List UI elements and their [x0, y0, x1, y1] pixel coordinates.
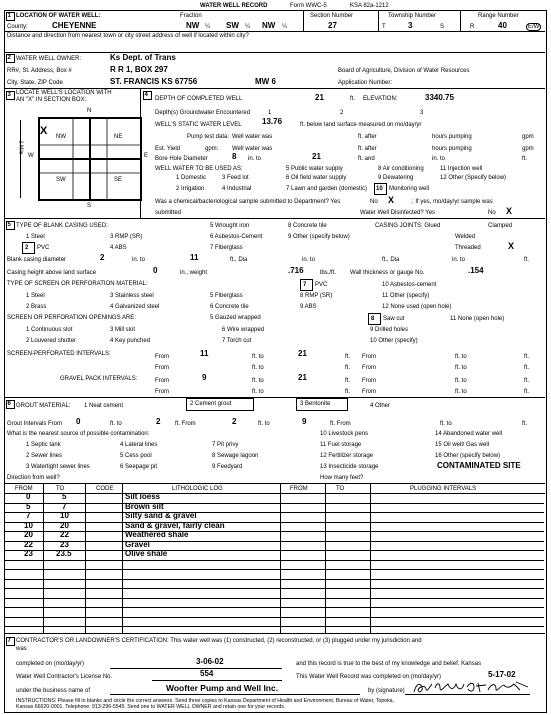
- screen-intervals-label: SCREEN-PERFORATED INTERVALS:: [7, 351, 111, 357]
- openings-label: SCREEN OR PERFORATION OPENINGS ARE:: [7, 315, 136, 321]
- section-5-number: 5: [7, 222, 11, 228]
- log-row-line: [5, 560, 544, 561]
- groundwater-label: Depth(s) Groundwater Encountered: [155, 110, 251, 116]
- log-header-to-2: TO: [336, 486, 345, 492]
- log-row-1-to: 7: [62, 501, 67, 511]
- section-2-number: 2: [7, 55, 11, 61]
- blank-casing-depth: 11: [190, 253, 199, 262]
- log-row-line: [5, 588, 544, 589]
- owner-label: WATER WELL OWNER:: [16, 56, 82, 62]
- log-header-code: CODE: [96, 486, 114, 492]
- log-row-4-desc: Weathered shale: [125, 530, 189, 539]
- section-4-number: 4: [144, 92, 148, 98]
- bore-depth: 21: [312, 152, 321, 161]
- instructions-line-1: INSTRUCTIONS: Please fill in blanks and circle the correct answers. Send three copies to Kansas Department of Health and Environment, Bureau of Water, Topeka,: [16, 698, 395, 704]
- log-row-2-to: 10: [60, 511, 69, 520]
- distance-label: Distance and direction from nearest town or city street address of well if located within city?: [7, 33, 249, 39]
- log-row-2-from: 7: [26, 511, 31, 520]
- disinfected-no-x: X: [506, 206, 513, 216]
- log-row-line: [5, 626, 544, 627]
- gravel-pack-label: GRAVEL PACK INTERVALS:: [60, 376, 138, 382]
- mile-scale: 1 Mile: [17, 140, 24, 155]
- grout-to-2: 9: [302, 417, 307, 426]
- section-7-number: 7: [7, 638, 11, 644]
- township-number: 3: [408, 21, 413, 30]
- log-row-line: [5, 579, 544, 580]
- section-number: 27: [328, 21, 337, 30]
- log-row-6-to: 23.5: [56, 549, 72, 558]
- section-grid: [38, 117, 142, 201]
- completed-date: 3-06-02: [196, 657, 224, 666]
- city-value: ST. FRANCIS KS 67756: [110, 77, 198, 86]
- log-row-0-from: 0: [26, 492, 31, 501]
- log-row-6-from: 23: [24, 549, 33, 558]
- static-level-value: 13.76: [262, 117, 283, 126]
- well-id: MW 6: [255, 77, 276, 86]
- log-row-4-from: 20: [24, 530, 33, 539]
- threaded-x: X: [508, 241, 515, 251]
- log-row-line: [5, 607, 544, 608]
- log-row-0-desc: Silt loess: [125, 492, 161, 501]
- bore-diameter: 8: [232, 152, 237, 161]
- fraction-2: SW: [226, 21, 239, 30]
- range-number: 40: [498, 21, 507, 30]
- contamination-label: What is the nearest source of possible contamination:: [7, 431, 150, 437]
- section-1-number: 1: [7, 13, 11, 19]
- application-label: Application Number:: [338, 80, 393, 86]
- owner-value: Ks Dept. of Trans: [110, 53, 176, 62]
- record-date: 5-17-02: [488, 670, 516, 679]
- blank-casing-diameter: 2: [100, 253, 105, 262]
- log-row-3-to: 20: [60, 520, 69, 530]
- log-row-1-desc: Brown silt: [125, 501, 164, 511]
- contaminated-site: CONTAMINATED SITE: [437, 461, 521, 470]
- log-header-from-2: FROM: [290, 486, 308, 492]
- license-number: 554: [200, 669, 214, 678]
- screen-interval-to: 21: [298, 349, 307, 358]
- log-row-5-to: 23: [60, 539, 69, 549]
- log-row-line: [5, 569, 544, 570]
- log-row-2-desc: Silty sand & gravel: [125, 511, 197, 520]
- county-value: CHEYENNE: [52, 21, 97, 30]
- log-row-0-to: 5: [62, 492, 67, 501]
- log-row-1-from: 5: [26, 501, 31, 511]
- grout-material-label: GROUT MATERIAL:: [16, 403, 71, 409]
- gravel-pack-from: 9: [202, 373, 207, 382]
- pvc-casing-box: [22, 242, 35, 254]
- log-header-to: TO: [56, 486, 65, 492]
- range-label: Range Number: [478, 13, 519, 19]
- casing-height: 0: [153, 266, 158, 275]
- gravel-pack-to: 21: [298, 373, 307, 382]
- grout-from-1: 0: [76, 417, 81, 426]
- section-6-number: 6: [7, 401, 11, 407]
- east-west-circle: E/W: [528, 24, 540, 30]
- disinfected-label: Water Well Disinfected? Yes: [360, 210, 436, 216]
- log-row-line: [5, 550, 544, 551]
- business-name: Woofter Pump and Well Inc.: [166, 683, 279, 693]
- fraction-1: NW: [186, 21, 200, 30]
- pvc-screen-box: [300, 279, 313, 291]
- certification-text: CONTRACTOR'S OR LANDOWNER'S CERTIFICATION: This water well was (1) constructed, (2) reconstructed, or (3) plugged under my jurisdiction and: [16, 638, 422, 644]
- log-row-line: [5, 522, 544, 523]
- fraction-3: NW: [262, 21, 276, 30]
- log-row-line: [5, 531, 544, 532]
- log-row-line: [5, 598, 544, 599]
- board-label: Board of Agriculture, Division of Water Resources: [338, 68, 470, 74]
- casing-label: TYPE OF BLANK CASING USED:: [16, 223, 108, 229]
- log-row-5-from: 22: [24, 539, 33, 549]
- log-header-plugging: PLUGGING INTERVALS: [410, 486, 477, 492]
- screen-material-label: TYPE OF SCREEN OR PERFORATION MATERIAL:: [7, 281, 148, 287]
- fraction-label: Fraction: [180, 13, 202, 19]
- location-x-mark: X: [40, 125, 48, 137]
- well-record-form: WATER WELL RECORD Form WWC-5 KSA 82a-1212 1 LOCATION OF WATER WELL: County: CHEYENNE Fraction NW ¼ SW ¼ NW ¼ Section Number 27 Township Number T 3 S Range Number R 40 E/W Distance and direction from nearest town or city street address of well if located within city? 2 WATER WELL OWNER: Ks Dept. of Trans RR#, St. Address, Box # R R 1, BOX 297 Board of Agriculture, Division of Water Resources City, State, ZIP Code ST. FRANCIS KS 67756 MW 6 Application Number: 3 LOCATE WELL'S LOCATION WITH AN "X" IN SECTION BOX: N S W E 1 Mile NW NE SW SE X 4 DEPTH OF COMPLETED WELL 21 ft. ELEVATION: 3340.75 Depth(s) Groundwater Encountered 1 2 3 WELL'S STATIC WATER LEVEL 13.76 ft. below land surface measured on mo/day/yr Pump test data: Well water was ft. after hours pumping gpm Est. Yield gpm: Well water was ft. after hours pumping gpm Bore Hole Diameter 8 in. to 21 ft. and in. to ft. WELL WATER TO BE USED AS: 5 Public water supply 8 Air conditioning 11 Injection well 1 Domestic 3 Feed lot 6 Oil field water supply 9 Dewatering 12 Other (Specify below) 2 Irrigation 4 Industrial 7 Lawn and garden (domestic) 10 Monitoring well Was a chemical/bacteriological sample submitted to Department? Yes No X ; If yes, mo/day/yr sample was submitted Water Well Disinfected? Yes No X 5 TYPE OF BLANK CASING USED: 5 Wrought iron 8 Concrete tile CASING JOINTS: Glued Clamped 1 Steel 3 RMP (SR) 6 Asbestos-Cement 9 Other (specify below) Welded 2 PVC 4 ABS 7 Fiberglass Threaded X Blank casing diameter 2 in. to 11 ft., Dia in. to ft., Dia in. to ft. Casing height above land surface 0 in., weight .716 lbs./ft. Wall thickness or gauge No. .154 TYPE OF SCREEN OR PERFORATION MATERIAL: 7 PVC 10 Asbestos-cement 1 Steel 3 Stainless steel 5 Fiberglass 8 RMP (SR) 11 Other (specify) 2 Brass 4 Galvanized steel 6 Concrete tile 9 ABS 12 None used (open hole) SCREEN OR PERFORATION OPENINGS ARE: 5 Gauzed wrapped 8 Saw cut 11 None (open hole) 1 Continuous slot 3 Mill slot 6 Wire wrapped 9 Drilled holes 2 Louvered shutter 4 Key punched 7 Torch cut 10 Other (specify) SCREEN-PERFORATED INTERVALS: From 11 ft. to 21 ft. From ft. to ft. From ft. to ft. From ft. to ft. GRAVEL PACK INTERVALS: From 9 ft. to 21 ft. From ft. to ft. From ft. to ft. From ft. to ft. 6 GROUT MATERIAL: 1 Neat cement 2 Cement grout 3 Bentonite 4 Other Grout Intervals From 0 ft. to 2 ft. From 2 ft. to 9 ft. From ft. to ft. What is the nearest source of possible contamination: 10 Livestock pens 14 Abandoned water well 1 Septic tank 4 Lateral lines 7 Pit privy 11 Fuel storage 15 Oil well/ Gas well 2 Sewer lines 5 Cess pool 8 Sewage lagoon 12 Fertilizer storage 16 Other (specify below) 3 Watertight sewer lines 6 Seepage pit 9 Feedyard 13 Insecticide storage CONTAMINATED SITE Direction from well? How many feet? FROM TO CODE LITHOLOGIC LOG FROM TO PLUGGING INTERVALS 0 5 Silt loess 5 7 Brown silt 7 10 Silty sand & gravel 10 20 Sand & gravel, fairly clean 20 22 Weathered shale 22 23 Gravel 23 23.5 Olive shale 7 CONTRACTOR'S OR LANDOWNER'S CERTIFICATION: This water well was (1) constructed, (2) reconstructed, or (3) plugged under my jurisdiction and was completed on (mo/day/yr) 3-06-02 and this record is true to the best of my knowledge and belief. Kansas Water Well Contractor's License No. 554 This Water Well Record was completed on (mo/day/yr) 5-17-02 under the business name of Woofter Pump and Well Inc. by (signature) INSTRUCTIONS: Please fill in blanks and circle the correct answers. Send three copies to Kansas Department of Health and Environment, Bureau of Water, Topeka, Kansas 66620-0001. Telephone: 913-296-5545. Send one to WATER WELL OWNER and retain one for your records.: [0, 0, 551, 715]
- form-title: WATER WELL RECORD: [200, 3, 268, 9]
- log-row-line: [5, 512, 544, 513]
- log-header-lithologic: LITHOLOGIC LOG: [172, 486, 223, 492]
- locate-label: LOCATE WELL'S LOCATION WITH: [16, 90, 112, 96]
- log-header-from: FROM: [15, 486, 33, 492]
- water-use-label: WELL WATER TO BE USED AS:: [155, 166, 243, 172]
- instructions-line-2: Kansas 66620-0001. Telephone: 913-296-5545. Send one to WATER WELL OWNER and retain one for your records.: [16, 704, 286, 710]
- log-row-line: [5, 541, 544, 542]
- saw-cut-box: [368, 313, 381, 325]
- elevation-value: 3340.75: [425, 93, 454, 102]
- wall-thickness: .154: [468, 266, 484, 275]
- chemical-sample-label: Was a chemical/bacteriological sample submitted to Department? Yes: [155, 199, 341, 205]
- form-number: Form WWC-5: [290, 3, 327, 9]
- casing-weight: .716: [288, 266, 304, 275]
- depth-label: DEPTH OF COMPLETED WELL: [155, 96, 243, 102]
- township-label: Township Number: [388, 13, 437, 19]
- log-row-3-desc: Sand & gravel, fairly clean: [125, 520, 225, 530]
- chemical-no-x: X: [388, 195, 395, 205]
- address-label: RR#, St. Address, Box #: [7, 68, 72, 74]
- grout-to-1: 2: [156, 417, 161, 426]
- log-row-6-desc: Olive shale: [125, 549, 168, 558]
- grout-from-2: 2: [232, 417, 237, 426]
- log-row-5-desc: Gravel: [125, 539, 150, 549]
- depth-value: 21: [315, 93, 324, 102]
- address-value: R R 1, BOX 297: [110, 65, 168, 74]
- static-level-label: WELL'S STATIC WATER LEVEL: [155, 122, 242, 128]
- screen-interval-from: 11: [200, 349, 209, 358]
- section-3-number: 3: [7, 92, 11, 98]
- log-row-4-to: 22: [60, 530, 69, 539]
- county-label: County:: [7, 24, 28, 30]
- log-row-line: [5, 617, 544, 618]
- log-row-line: [5, 503, 544, 504]
- log-row-3-from: 10: [24, 520, 33, 530]
- location-label: LOCATION OF WATER WELL:: [16, 13, 101, 19]
- elevation-label: ELEVATION:: [363, 96, 398, 102]
- section-number-label: Section Number: [310, 13, 354, 19]
- city-label: City, State, ZIP Code: [7, 80, 63, 86]
- ksa-reference: KSA 82a-1212: [350, 3, 389, 9]
